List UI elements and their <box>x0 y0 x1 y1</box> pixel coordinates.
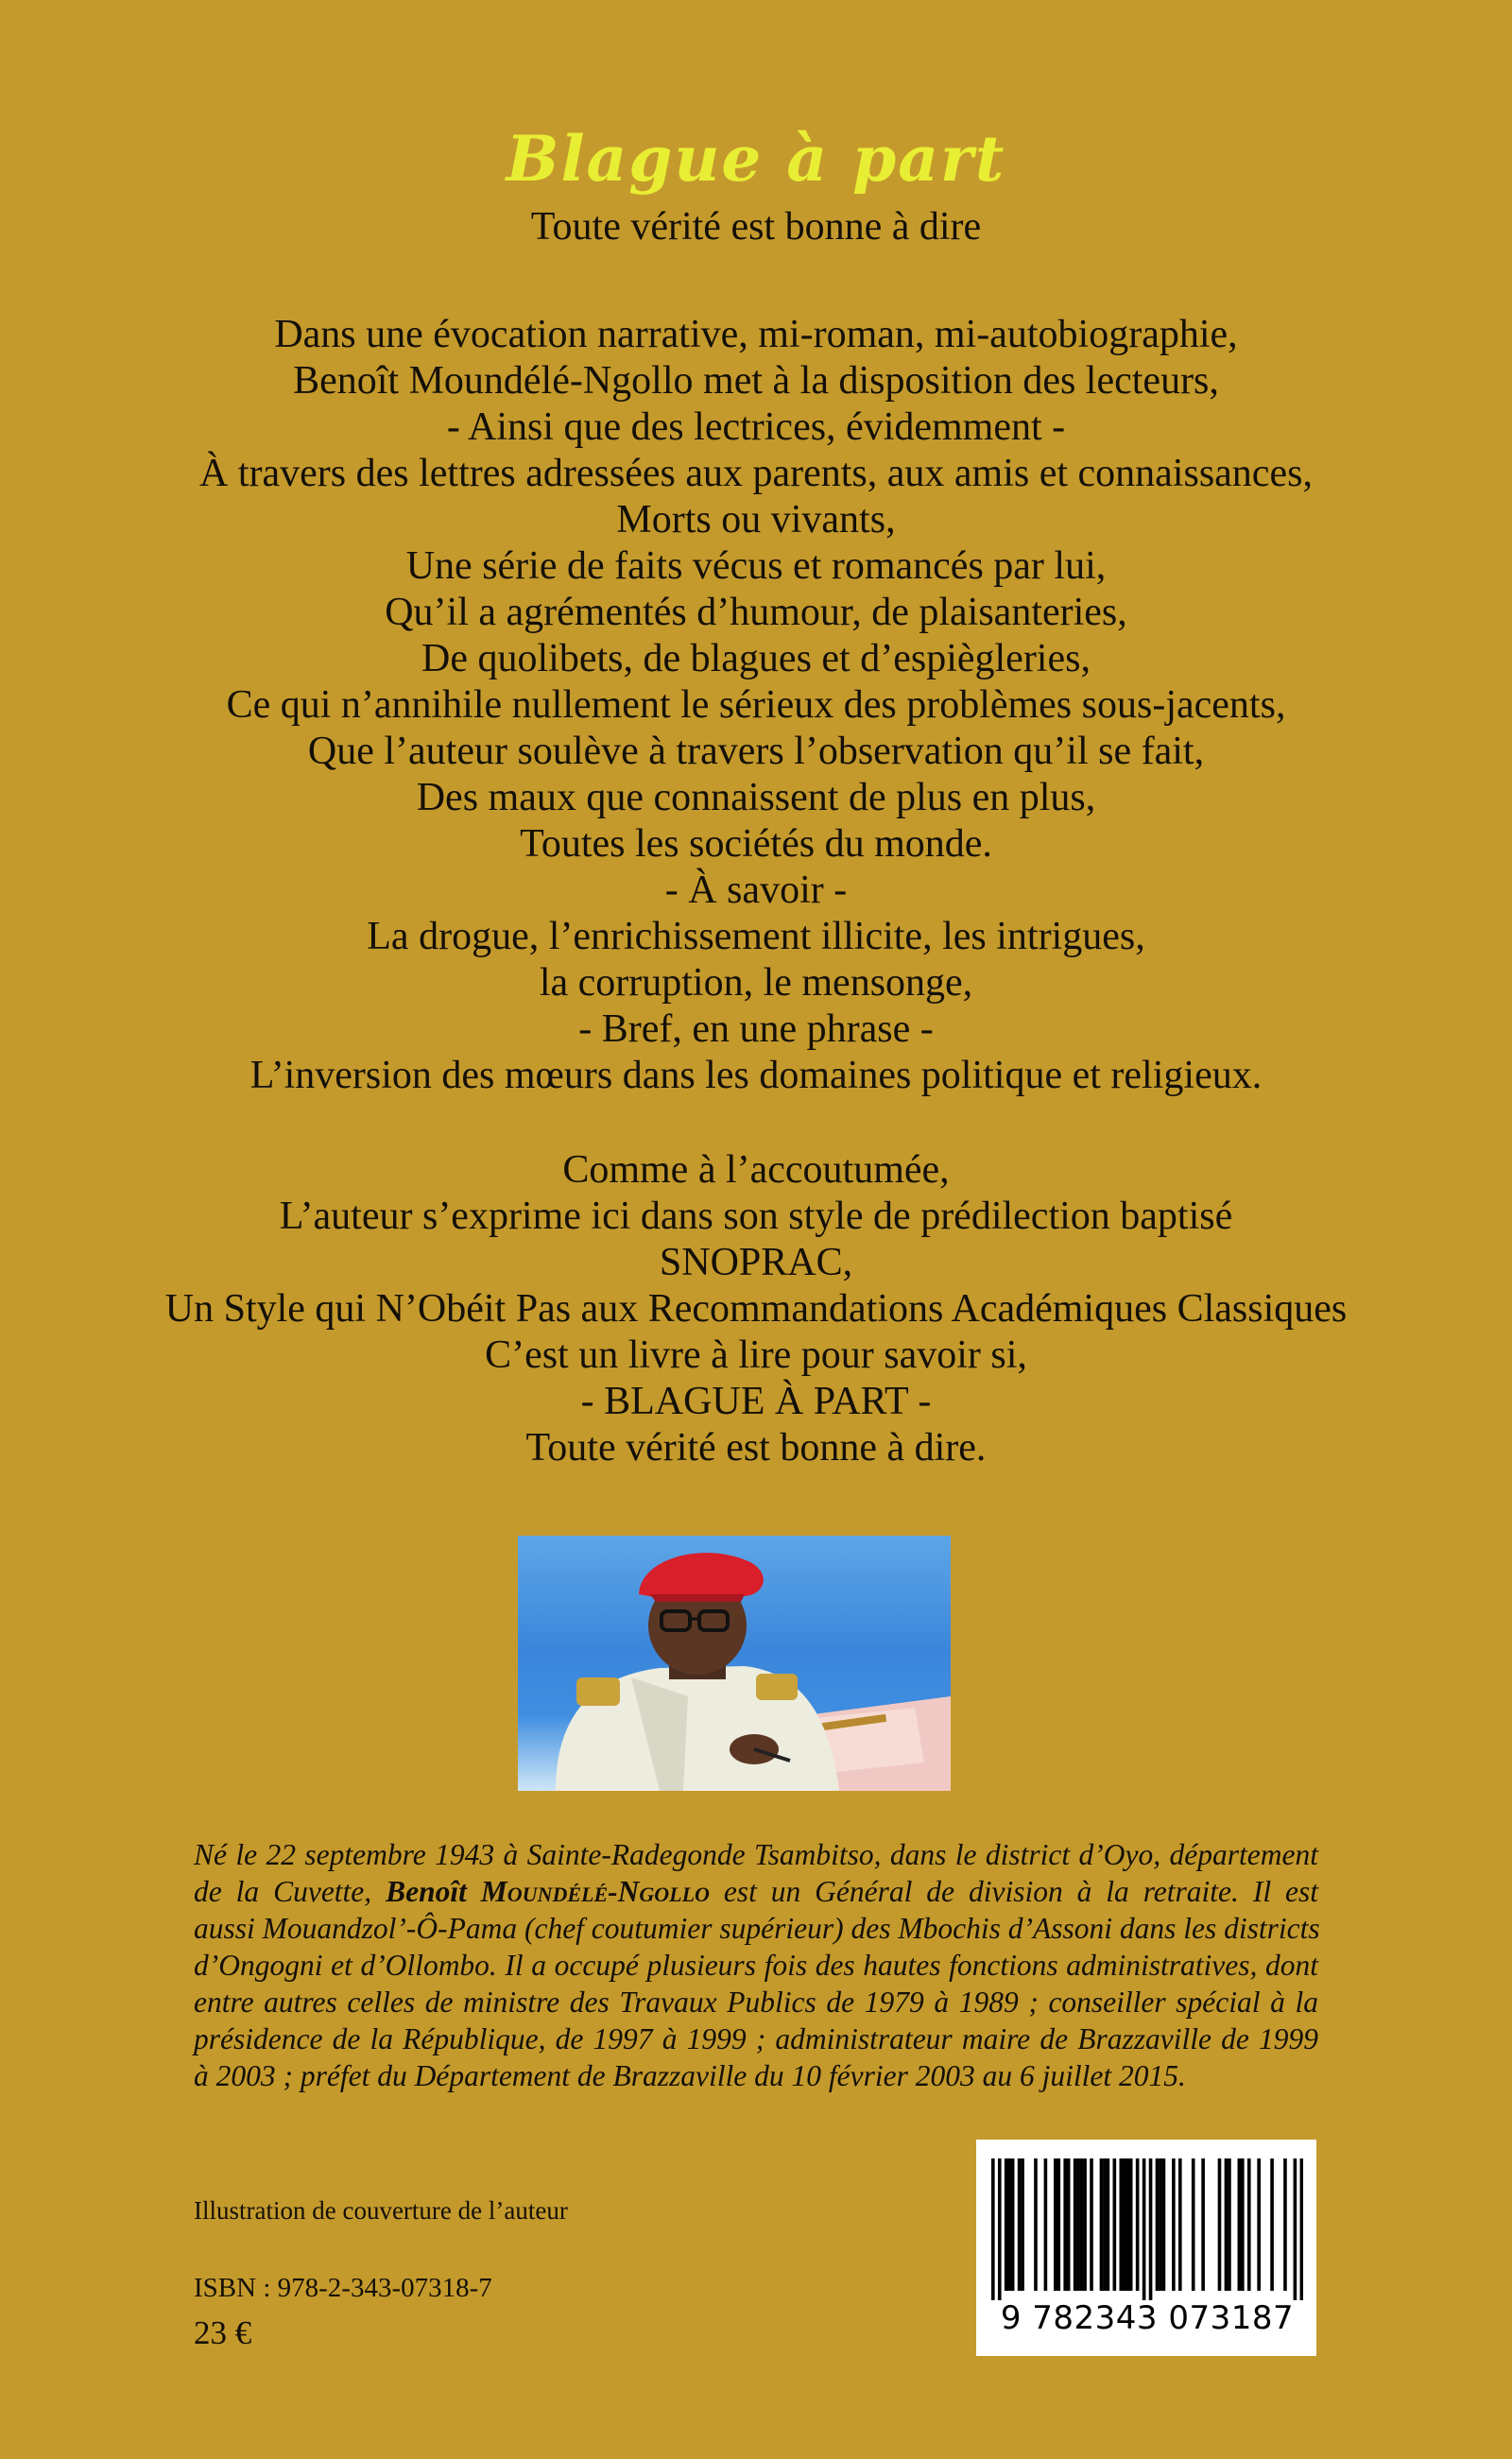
barcode-bar <box>1238 2158 1242 2291</box>
barcode-bar <box>1113 2158 1117 2291</box>
blurb-line: Toutes les sociétés du monde. <box>520 822 992 866</box>
isbn: ISBN : 978-2-343-07318-7 <box>194 2273 492 2303</box>
blurb-line: Morts ou vivants, <box>616 498 896 542</box>
blurb-line: Qu’il a agrémentés d’humour, de plaisanteries, <box>385 591 1127 634</box>
blurb-line: Ce qui n’annihile nullement le sérieux des problèmes sous-jacents, <box>226 683 1286 727</box>
bio-line: à 2003 ; préfet du Département de Brazzaville du 10 février 2003 au 6 juillet 2015. <box>194 2059 1186 2092</box>
author-last-name: Moundélé-Ngollo <box>480 1875 710 1908</box>
blurb-line: Un Style qui N’Obéit Pas aux Recommandations Académiques Classiques <box>164 1287 1348 1331</box>
barcode-digits: 9 782343 073187 <box>1000 2299 1295 2337</box>
barcode-bar <box>1067 2158 1071 2291</box>
author-photo <box>518 1536 951 1791</box>
barcode-bar <box>1247 2158 1251 2291</box>
barcode-bar <box>1123 2158 1126 2291</box>
barcode-bar <box>991 2158 995 2300</box>
barcode-bar <box>1257 2158 1261 2291</box>
barcode-bar <box>1156 2158 1160 2291</box>
barcode-bar <box>1294 2158 1297 2300</box>
barcode-bar <box>1129 2158 1133 2291</box>
blurb-line: Une série de faits vécus et romancés par lui, <box>405 544 1107 588</box>
barcode-bar <box>1018 2158 1022 2291</box>
barcode-bar <box>1103 2158 1107 2291</box>
blurb-line: Comme à l’accoutumée, <box>562 1148 950 1192</box>
barcode-bar <box>1090 2158 1093 2291</box>
blurb-line: Des maux que connaissent de plus en plus, <box>416 776 1096 819</box>
barcode-bar <box>1300 2158 1303 2300</box>
barcode-bar <box>1083 2158 1087 2291</box>
blurb-line: SNOPRAC, <box>659 1241 853 1284</box>
blurb-line: la corruption, le mensonge, <box>539 961 973 1005</box>
book-title: Blague à part <box>506 122 1006 196</box>
barcode-bar <box>1005 2158 1008 2291</box>
blurb-line: À travers des lettres adressées aux parents, aux amis et connaissances, <box>199 452 1313 495</box>
barcode <box>976 2140 1316 2356</box>
barcode-bar <box>1192 2158 1195 2291</box>
barcode-bar <box>1162 2158 1166 2291</box>
bio-line: entre autres celles de ministre des Travaux Publics de 1979 à 1989 ; conseiller spécial à la <box>194 1986 1318 2019</box>
barcode-bar <box>1225 2158 1228 2291</box>
barcode-bars <box>991 2158 1303 2300</box>
barcode-bar <box>1057 2158 1060 2291</box>
barcode-bar <box>1074 2158 1077 2291</box>
blurb-line: - BLAGUE À PART - <box>580 1380 932 1423</box>
barcode-bar <box>1143 2158 1146 2300</box>
bio-line: aussi Mouandzol’-Ô-Pama (chef coutumier supérieur) des Mbochis d’Assoni dans les districts <box>194 1912 1320 1945</box>
blurb-stanza-2 <box>0 1147 1512 1471</box>
bio-text: de la Cuvette, <box>194 1875 372 1908</box>
barcode-bar <box>1044 2158 1048 2291</box>
blurb-line: Toute vérité est bonne à dire. <box>525 1426 987 1470</box>
blurb-line: - À savoir - <box>664 868 848 912</box>
author-bio <box>194 1836 1318 2094</box>
barcode-bar <box>1021 2158 1024 2291</box>
blurb-line: Que l’auteur soulève à travers l’observation qu’il se fait, <box>307 730 1205 773</box>
barcode-bar <box>1218 2158 1222 2291</box>
author-first-name: Benoît <box>386 1875 467 1908</box>
barcode-bar <box>1136 2158 1140 2291</box>
bio-line: Né le 22 septembre 1943 à Sainte-Radegonde Tsambitso, dans le district d’Oyo, département <box>194 1838 1318 1871</box>
barcode-bar <box>1063 2158 1067 2291</box>
barcode-bar <box>1080 2158 1084 2291</box>
barcode-bar <box>1283 2158 1287 2291</box>
blurb-stanza-1 <box>0 312 1512 1099</box>
barcode-bar <box>1241 2158 1245 2291</box>
barcode-bar <box>1178 2158 1182 2291</box>
bio-text: est un Général de division à la retraite. Il est <box>723 1875 1318 1908</box>
barcode-bar <box>1054 2158 1057 2291</box>
barcode-bar <box>1172 2158 1176 2291</box>
bio-line: présidence de la République, de 1997 à 1999 ; administrateur maire de Brazzaville de 1999 <box>194 2022 1318 2055</box>
barcode-bar <box>1034 2158 1038 2291</box>
blurb-line: - Ainsi que des lectrices, évidemment - <box>446 405 1066 449</box>
barcode-bar <box>1107 2158 1110 2291</box>
blurb-line: L’auteur s’exprime ici dans son style de prédilection baptisé <box>279 1195 1233 1238</box>
price: 23 € <box>194 2314 252 2351</box>
barcode-bar <box>1076 2158 1080 2291</box>
bio-line: d’Ongogni et d’Ollombo. Il a occupé plusieurs fois des hautes fonctions administratives, dont <box>194 1949 1318 1982</box>
author-name <box>386 1875 710 1908</box>
barcode-bar <box>1201 2158 1205 2291</box>
blurb-line: Benoît Moundélé-Ngollo met à la disposition des lecteurs, <box>293 359 1219 403</box>
blurb-line: La drogue, l’enrichissement illicite, les intrigues, <box>367 915 1145 958</box>
barcode-bar <box>998 2158 1002 2300</box>
barcode-bar <box>1270 2158 1274 2291</box>
bio-line <box>194 1873 1318 1910</box>
barcode-bar <box>1149 2158 1153 2300</box>
blurb-line: C’est un livre à lire pour savoir si, <box>485 1333 1027 1377</box>
book-subtitle: Toute vérité est bonne à dire <box>530 205 982 249</box>
blurb-line: L’inversion des mœurs dans les domaines politique et religieux. <box>249 1054 1263 1097</box>
barcode-bar <box>1159 2158 1162 2291</box>
blurb-line: - Bref, en une phrase - <box>578 1007 934 1051</box>
barcode-bar <box>1228 2158 1231 2291</box>
barcode-bar <box>1007 2158 1011 2291</box>
author-portrait-illustration <box>518 1536 951 1791</box>
barcode-bar <box>1100 2158 1104 2291</box>
barcode-bar <box>1125 2158 1129 2291</box>
barcode-bar <box>1119 2158 1123 2291</box>
blurb-line: Dans une évocation narrative, mi-roman, mi-autobiographie, <box>274 313 1238 356</box>
blurb-line: De quolibets, de blagues et d’espiègleries, <box>421 637 1091 680</box>
cover-illustration-credit: Illustration de couverture de l’auteur <box>194 2196 568 2225</box>
barcode-bar <box>1011 2158 1015 2291</box>
